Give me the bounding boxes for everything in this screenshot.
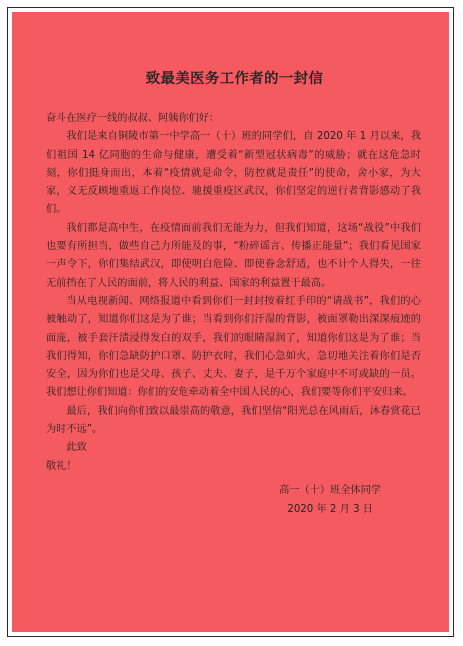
letter-signature: 高一（十）班全体同学	[279, 484, 381, 496]
letter-title: 致最美医务工作者的一封信	[145, 70, 324, 87]
letter-regards: 敬礼！	[46, 460, 77, 472]
letter-paragraph-3: 当从电视新闻、网络报道中看到你们一封封按着红手印的“请战书”，我们的心被触动了，知道你们这是为了谁；当看到你们汗湿的背影，被面罩勒出深深痕迹的面庞，被手套汗渍浸得发白的双手，我们的眼睛湿润了，知道你们这是为了谁；当我们得知，你们急缺防护口罩、防护衣时，我们心急如火，急切地关注着你们是否安全，因为你们也是父母、孩子、丈夫、妻子，是千万个家庭中不可或缺的一员。我们想让你们知道：你们的安危牵动着全中国人民的心，我们要等你们平安归来。	[46, 295, 421, 399]
letter-salutation: 奋斗在医疗一线的叔叔、阿姨你们好：	[46, 113, 220, 124]
letter-paragraph-4: 最后，我们向你们致以最崇高的敬意，我们坚信“阳光总在风雨后，沐春赏花已为时不远”。	[46, 405, 421, 436]
letter-paragraph-1: 我们是来自铜陵市第一中学高一（十）班的同学们，自 2020 年 1 月以来，我们祖国 14 亿同胞的生命与健康，遭受着“新型冠状病毒”的威胁；就在这危急时刻，你们挺身而出，本着“疫情就是命令，防控就是责任”的使命，舍小家，为大家，义无反顾地重返工作岗位、驰援重疫区武汉，你们坚定的逆行者背影感动了我们。	[46, 131, 421, 216]
letter-closing: 此致	[66, 442, 87, 454]
letter-date: 2020 年 2 月 3 日	[287, 504, 373, 516]
letter-paragraph-2: 我们都是高中生，在疫情面前我们无能为力，但我们知道，这场“战役”中我们也要有所担当，做些自己力所能及的事，“粉碎谣言、传播正能量”；我们看见国家一声令下，你们集结武汉，即使明白危险、即使眷念舒适，也不计个人得失，一往无前挡在了人民的面前，将人民的利益、国家的利益置于最高。	[46, 222, 421, 289]
letter-paper	[12, 12, 449, 632]
